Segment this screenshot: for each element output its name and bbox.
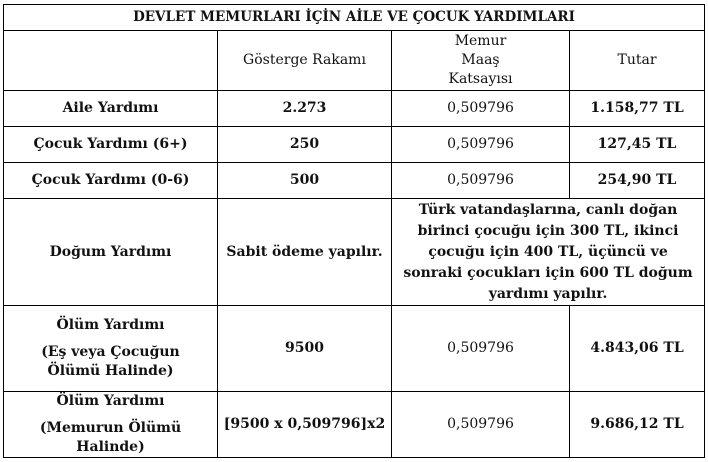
katsayi-cell: 0,509796 bbox=[392, 305, 570, 391]
row-label: Çocuk Yardımı (0-6) bbox=[4, 163, 218, 199]
header-empty bbox=[4, 31, 218, 91]
tutar-cell: 4.843,06 TL bbox=[570, 305, 705, 391]
row-label: Doğum Yardımı bbox=[4, 199, 218, 305]
katsayi-cell: 0,509796 bbox=[392, 127, 570, 163]
katsayi-cell: 0,509796 bbox=[392, 91, 570, 127]
tutar-cell: 1.158,77 TL bbox=[570, 91, 705, 127]
gosterge-cell: 2.273 bbox=[218, 91, 392, 127]
gosterge-cell: Sabit ödeme yapılır. bbox=[218, 199, 392, 305]
katsayi-cell: 0,509796 bbox=[392, 391, 570, 457]
table-row bbox=[4, 391, 705, 457]
allowances-table bbox=[3, 4, 705, 458]
table-row bbox=[4, 163, 705, 199]
dogum-note-cell: Türk vatandaşlarına, canlı doğan birinci çocuğu için 300 TL, ikinci çocuğu için 400 TL, üçüncü ve sonraki çocukları için 600 TL doğum yardımı yapılır. bbox=[392, 199, 705, 305]
row-label-line2: (Eş veya Çocuğun Ölümü Halinde) bbox=[41, 343, 180, 379]
row-label: Aile Yardımı bbox=[4, 91, 218, 127]
header-katsayi: Memur Maaş Katsayısı bbox=[392, 31, 570, 91]
row-label-line2: (Memurun Ölümü Halinde) bbox=[39, 419, 182, 455]
header-tutar: Tutar bbox=[570, 31, 705, 91]
tutar-cell: 127,45 TL bbox=[570, 127, 705, 163]
tutar-cell: 254,90 TL bbox=[570, 163, 705, 199]
gosterge-cell: 9500 bbox=[218, 305, 392, 391]
header-gosterge: Gösterge Rakamı bbox=[218, 31, 392, 91]
table-row bbox=[4, 305, 705, 391]
table-row bbox=[4, 91, 705, 127]
tutar-cell: 9.686,12 TL bbox=[570, 391, 705, 457]
katsayi-cell: 0,509796 bbox=[392, 163, 570, 199]
title-row bbox=[4, 5, 705, 31]
row-label: Çocuk Yardımı (6+) bbox=[4, 127, 218, 163]
table-row bbox=[4, 127, 705, 163]
gosterge-cell: 500 bbox=[218, 163, 392, 199]
row-label-line1: Ölüm Yardımı bbox=[56, 392, 165, 409]
row-label bbox=[4, 391, 218, 457]
table-row bbox=[4, 199, 705, 305]
row-label bbox=[4, 305, 218, 391]
gosterge-cell: 250 bbox=[218, 127, 392, 163]
row-label-line1: Ölüm Yardımı bbox=[56, 316, 165, 333]
table-title: DEVLET MEMURLARI İÇİN AİLE VE ÇOCUK YARDIMLARI bbox=[4, 5, 705, 31]
header-row bbox=[4, 31, 705, 91]
gosterge-cell: [9500 x 0,509796]x2 bbox=[218, 391, 392, 457]
